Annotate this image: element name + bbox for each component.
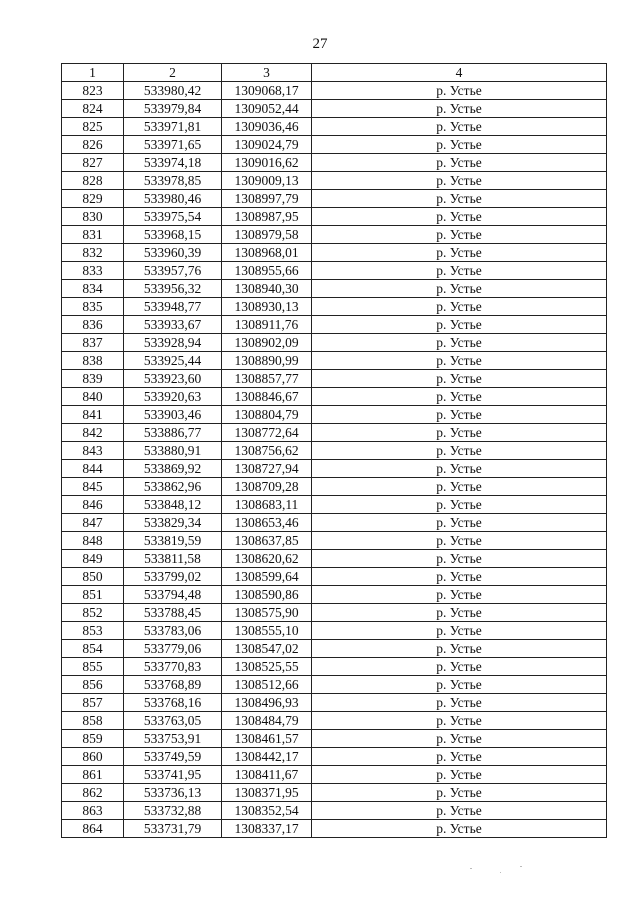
description-cell: р. Устье xyxy=(312,370,607,388)
coord-x-cell: 533925,44 xyxy=(124,352,222,370)
coord-y-cell: 1308496,93 xyxy=(222,694,312,712)
scan-speck xyxy=(470,868,472,869)
coord-y-cell: 1308911,76 xyxy=(222,316,312,334)
coord-x-cell: 533749,59 xyxy=(124,748,222,766)
coord-x-cell: 533768,16 xyxy=(124,694,222,712)
table-row xyxy=(62,352,607,370)
coord-x-cell: 533979,84 xyxy=(124,100,222,118)
description-cell: р. Устье xyxy=(312,550,607,568)
coord-y-cell: 1309052,44 xyxy=(222,100,312,118)
coord-x-cell: 533880,91 xyxy=(124,442,222,460)
table-row xyxy=(62,262,607,280)
coord-y-cell: 1308979,58 xyxy=(222,226,312,244)
coord-x-cell: 533763,05 xyxy=(124,712,222,730)
coord-x-cell: 533960,39 xyxy=(124,244,222,262)
point-number-cell: 824 xyxy=(62,100,124,118)
point-number-cell: 861 xyxy=(62,766,124,784)
coord-y-cell: 1308461,57 xyxy=(222,730,312,748)
table-row xyxy=(62,244,607,262)
point-number-cell: 859 xyxy=(62,730,124,748)
point-number-cell: 837 xyxy=(62,334,124,352)
table-row xyxy=(62,676,607,694)
point-number-cell: 849 xyxy=(62,550,124,568)
table-row xyxy=(62,316,607,334)
point-number-cell: 842 xyxy=(62,424,124,442)
point-number-cell: 834 xyxy=(62,280,124,298)
description-cell: р. Устье xyxy=(312,694,607,712)
description-cell: р. Устье xyxy=(312,712,607,730)
coord-x-cell: 533770,83 xyxy=(124,658,222,676)
point-number-cell: 832 xyxy=(62,244,124,262)
point-number-cell: 858 xyxy=(62,712,124,730)
coord-y-cell: 1308857,77 xyxy=(222,370,312,388)
description-cell: р. Устье xyxy=(312,82,607,100)
table-row xyxy=(62,658,607,676)
table-row xyxy=(62,298,607,316)
table-row xyxy=(62,406,607,424)
coord-x-cell: 533928,94 xyxy=(124,334,222,352)
point-number-cell: 851 xyxy=(62,586,124,604)
description-cell: р. Устье xyxy=(312,748,607,766)
description-cell: р. Устье xyxy=(312,802,607,820)
coord-y-cell: 1308525,55 xyxy=(222,658,312,676)
description-cell: р. Устье xyxy=(312,226,607,244)
coord-y-cell: 1308512,66 xyxy=(222,676,312,694)
coord-x-cell: 533975,54 xyxy=(124,208,222,226)
coord-y-cell: 1309016,62 xyxy=(222,154,312,172)
coord-x-cell: 533971,65 xyxy=(124,136,222,154)
coord-x-cell: 533811,58 xyxy=(124,550,222,568)
description-cell: р. Устье xyxy=(312,424,607,442)
description-cell: р. Устье xyxy=(312,298,607,316)
description-cell: р. Устье xyxy=(312,820,607,838)
coord-x-cell: 533753,91 xyxy=(124,730,222,748)
coord-x-cell: 533971,81 xyxy=(124,118,222,136)
table-row xyxy=(62,694,607,712)
coord-y-cell: 1308442,17 xyxy=(222,748,312,766)
point-number-cell: 827 xyxy=(62,154,124,172)
description-cell: р. Устье xyxy=(312,586,607,604)
coord-y-cell: 1308930,13 xyxy=(222,298,312,316)
point-number-cell: 844 xyxy=(62,460,124,478)
table-row xyxy=(62,496,607,514)
coord-y-cell: 1308997,79 xyxy=(222,190,312,208)
point-number-cell: 864 xyxy=(62,820,124,838)
point-number-cell: 826 xyxy=(62,136,124,154)
coordinates-table xyxy=(61,63,607,838)
point-number-cell: 841 xyxy=(62,406,124,424)
coord-y-cell: 1308968,01 xyxy=(222,244,312,262)
table-row xyxy=(62,622,607,640)
point-number-cell: 848 xyxy=(62,532,124,550)
table-row xyxy=(62,388,607,406)
table-row xyxy=(62,820,607,838)
point-number-cell: 854 xyxy=(62,640,124,658)
description-cell: р. Устье xyxy=(312,352,607,370)
coord-y-cell: 1308337,17 xyxy=(222,820,312,838)
coord-y-cell: 1308371,95 xyxy=(222,784,312,802)
coord-x-cell: 533783,06 xyxy=(124,622,222,640)
coord-y-cell: 1308555,10 xyxy=(222,622,312,640)
description-cell: р. Устье xyxy=(312,280,607,298)
coord-y-cell: 1308772,64 xyxy=(222,424,312,442)
table-row xyxy=(62,748,607,766)
coord-x-cell: 533886,77 xyxy=(124,424,222,442)
point-number-cell: 863 xyxy=(62,802,124,820)
point-number-cell: 836 xyxy=(62,316,124,334)
point-number-cell: 823 xyxy=(62,82,124,100)
coord-y-cell: 1309024,79 xyxy=(222,136,312,154)
table-row xyxy=(62,118,607,136)
point-number-cell: 860 xyxy=(62,748,124,766)
description-cell: р. Устье xyxy=(312,262,607,280)
coord-x-cell: 533948,77 xyxy=(124,298,222,316)
coord-y-cell: 1309068,17 xyxy=(222,82,312,100)
table-row xyxy=(62,730,607,748)
point-number-cell: 855 xyxy=(62,658,124,676)
table-row xyxy=(62,334,607,352)
table-row xyxy=(62,532,607,550)
description-cell: р. Устье xyxy=(312,388,607,406)
coord-x-cell: 533862,96 xyxy=(124,478,222,496)
coord-x-cell: 533980,42 xyxy=(124,82,222,100)
coord-y-cell: 1309009,13 xyxy=(222,172,312,190)
description-cell: р. Устье xyxy=(312,442,607,460)
coord-x-cell: 533736,13 xyxy=(124,784,222,802)
scan-speck xyxy=(500,872,501,873)
column-header-1: 1 xyxy=(62,64,124,82)
point-number-cell: 831 xyxy=(62,226,124,244)
coord-y-cell: 1308620,62 xyxy=(222,550,312,568)
coord-y-cell: 1308940,30 xyxy=(222,280,312,298)
point-number-cell: 833 xyxy=(62,262,124,280)
column-header-4: 4 xyxy=(312,64,607,82)
table-row xyxy=(62,136,607,154)
table-row xyxy=(62,712,607,730)
table-row xyxy=(62,208,607,226)
table-row xyxy=(62,478,607,496)
description-cell: р. Устье xyxy=(312,730,607,748)
coord-x-cell: 533974,18 xyxy=(124,154,222,172)
table-row xyxy=(62,82,607,100)
coord-x-cell: 533768,89 xyxy=(124,676,222,694)
table-row xyxy=(62,370,607,388)
table-row xyxy=(62,586,607,604)
point-number-cell: 845 xyxy=(62,478,124,496)
coord-y-cell: 1308987,95 xyxy=(222,208,312,226)
coord-y-cell: 1308709,28 xyxy=(222,478,312,496)
coord-x-cell: 533779,06 xyxy=(124,640,222,658)
coord-y-cell: 1308637,85 xyxy=(222,532,312,550)
coord-y-cell: 1308352,54 xyxy=(222,802,312,820)
table-row xyxy=(62,226,607,244)
coord-x-cell: 533732,88 xyxy=(124,802,222,820)
coord-x-cell: 533731,79 xyxy=(124,820,222,838)
coord-y-cell: 1308599,64 xyxy=(222,568,312,586)
description-cell: р. Устье xyxy=(312,316,607,334)
description-cell: р. Устье xyxy=(312,622,607,640)
point-number-cell: 850 xyxy=(62,568,124,586)
coord-y-cell: 1308547,02 xyxy=(222,640,312,658)
table-row xyxy=(62,802,607,820)
coord-x-cell: 533794,48 xyxy=(124,586,222,604)
description-cell: р. Устье xyxy=(312,604,607,622)
description-cell: р. Устье xyxy=(312,676,607,694)
table-row xyxy=(62,766,607,784)
coord-y-cell: 1309036,46 xyxy=(222,118,312,136)
coord-x-cell: 533933,67 xyxy=(124,316,222,334)
description-cell: р. Устье xyxy=(312,568,607,586)
coord-y-cell: 1308846,67 xyxy=(222,388,312,406)
description-cell: р. Устье xyxy=(312,784,607,802)
point-number-cell: 839 xyxy=(62,370,124,388)
table-row xyxy=(62,442,607,460)
table-row xyxy=(62,784,607,802)
point-number-cell: 857 xyxy=(62,694,124,712)
coord-y-cell: 1308902,09 xyxy=(222,334,312,352)
description-cell: р. Устье xyxy=(312,154,607,172)
description-cell: р. Устье xyxy=(312,244,607,262)
coord-x-cell: 533819,59 xyxy=(124,532,222,550)
description-cell: р. Устье xyxy=(312,766,607,784)
table-row xyxy=(62,460,607,478)
table-row xyxy=(62,568,607,586)
point-number-cell: 829 xyxy=(62,190,124,208)
coord-x-cell: 533920,63 xyxy=(124,388,222,406)
point-number-cell: 852 xyxy=(62,604,124,622)
coord-y-cell: 1308484,79 xyxy=(222,712,312,730)
description-cell: р. Устье xyxy=(312,334,607,352)
point-number-cell: 828 xyxy=(62,172,124,190)
description-cell: р. Устье xyxy=(312,496,607,514)
coord-x-cell: 533956,32 xyxy=(124,280,222,298)
table-row xyxy=(62,550,607,568)
table-row xyxy=(62,100,607,118)
coord-y-cell: 1308575,90 xyxy=(222,604,312,622)
scan-speck xyxy=(520,866,522,867)
table-row xyxy=(62,424,607,442)
point-number-cell: 825 xyxy=(62,118,124,136)
coord-y-cell: 1308727,94 xyxy=(222,460,312,478)
coord-x-cell: 533788,45 xyxy=(124,604,222,622)
point-number-cell: 847 xyxy=(62,514,124,532)
coord-y-cell: 1308590,86 xyxy=(222,586,312,604)
description-cell: р. Устье xyxy=(312,100,607,118)
table-row xyxy=(62,514,607,532)
coord-y-cell: 1308890,99 xyxy=(222,352,312,370)
coord-x-cell: 533978,85 xyxy=(124,172,222,190)
coord-y-cell: 1308756,62 xyxy=(222,442,312,460)
point-number-cell: 835 xyxy=(62,298,124,316)
point-number-cell: 846 xyxy=(62,496,124,514)
table-body xyxy=(62,82,607,838)
coord-x-cell: 533848,12 xyxy=(124,496,222,514)
description-cell: р. Устье xyxy=(312,190,607,208)
description-cell: р. Устье xyxy=(312,172,607,190)
coord-x-cell: 533980,46 xyxy=(124,190,222,208)
coord-x-cell: 533968,15 xyxy=(124,226,222,244)
point-number-cell: 840 xyxy=(62,388,124,406)
point-number-cell: 862 xyxy=(62,784,124,802)
coord-x-cell: 533903,46 xyxy=(124,406,222,424)
table-row xyxy=(62,154,607,172)
point-number-cell: 856 xyxy=(62,676,124,694)
coord-x-cell: 533741,95 xyxy=(124,766,222,784)
coord-x-cell: 533829,34 xyxy=(124,514,222,532)
column-header-2: 2 xyxy=(124,64,222,82)
coord-y-cell: 1308411,67 xyxy=(222,766,312,784)
coord-y-cell: 1308804,79 xyxy=(222,406,312,424)
description-cell: р. Устье xyxy=(312,460,607,478)
coord-x-cell: 533957,76 xyxy=(124,262,222,280)
description-cell: р. Устье xyxy=(312,532,607,550)
description-cell: р. Устье xyxy=(312,658,607,676)
table-row xyxy=(62,640,607,658)
coord-x-cell: 533923,60 xyxy=(124,370,222,388)
point-number-cell: 830 xyxy=(62,208,124,226)
page-number: 27 xyxy=(312,36,328,52)
coord-y-cell: 1308955,66 xyxy=(222,262,312,280)
description-cell: р. Устье xyxy=(312,136,607,154)
table-row xyxy=(62,280,607,298)
description-cell: р. Устье xyxy=(312,514,607,532)
coord-y-cell: 1308653,46 xyxy=(222,514,312,532)
description-cell: р. Устье xyxy=(312,406,607,424)
description-cell: р. Устье xyxy=(312,478,607,496)
description-cell: р. Устье xyxy=(312,208,607,226)
description-cell: р. Устье xyxy=(312,118,607,136)
coord-x-cell: 533869,92 xyxy=(124,460,222,478)
point-number-cell: 843 xyxy=(62,442,124,460)
table-row xyxy=(62,172,607,190)
table-row xyxy=(62,190,607,208)
point-number-cell: 838 xyxy=(62,352,124,370)
coord-y-cell: 1308683,11 xyxy=(222,496,312,514)
description-cell: р. Устье xyxy=(312,640,607,658)
table-row xyxy=(62,604,607,622)
coord-x-cell: 533799,02 xyxy=(124,568,222,586)
column-header-3: 3 xyxy=(222,64,312,82)
table-header-row xyxy=(62,64,607,82)
point-number-cell: 853 xyxy=(62,622,124,640)
